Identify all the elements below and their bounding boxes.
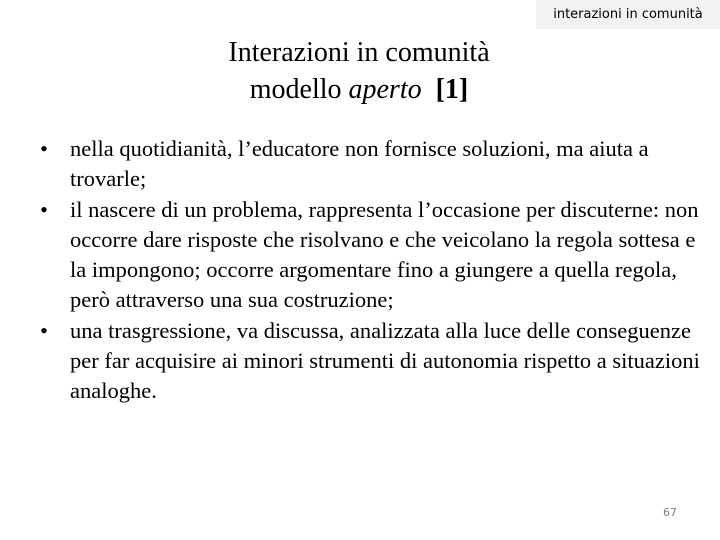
bullet-text: il nascere di un problema, rappresenta l’occasione per discuterne: non occorre dare risposte che risolvano e che veicolano la regola sottesa e la impongono; occorre argomentare fino a giungere a quella regola, però attraverso una sua costruzione; — [70, 196, 699, 313]
title-prefix: modello — [249, 74, 349, 105]
title-italic-word: aperto — [348, 74, 422, 105]
bullet-item — [40, 316, 700, 407]
bullet-item — [40, 195, 700, 316]
slide-title — [0, 34, 720, 108]
page-number: 67 — [663, 506, 677, 519]
title-line-2 — [0, 71, 720, 108]
title-reference: [1] — [435, 74, 469, 105]
bullet-list — [40, 134, 700, 407]
bullet-marker: • — [40, 136, 48, 161]
bullet-marker: • — [40, 317, 48, 343]
title-line-1: Interazioni in comunità — [228, 37, 490, 68]
header-tag: interazioni in comunità — [536, 0, 720, 29]
bullet-marker: • — [40, 196, 48, 222]
bullet-item — [40, 134, 700, 195]
bullet-text: una trasgressione, va discussa, analizzata alla luce delle conseguenze per far acquisire ai minori strumenti di autonomia rispetto a situazioni analoghe. — [70, 317, 700, 404]
bullet-text: nella quotidianità, l’educatore non fornisce soluzioni, ma aiuta a trovarle; — [70, 136, 649, 192]
